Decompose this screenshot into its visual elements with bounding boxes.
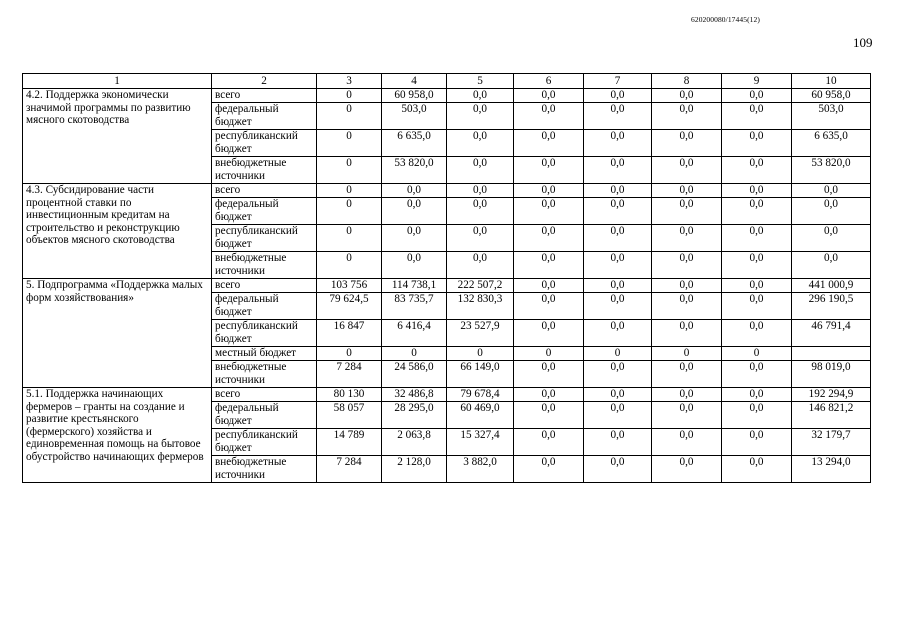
cell-value: 0,0 xyxy=(652,198,722,225)
cell-value: 0,0 xyxy=(652,456,722,483)
column-header: 2 xyxy=(212,74,317,89)
cell-value: 0,0 xyxy=(514,320,584,347)
cell-value: 0,0 xyxy=(722,320,792,347)
cell-value: 0,0 xyxy=(447,198,514,225)
cell-value: 0,0 xyxy=(447,157,514,184)
cell-value: 6 416,4 xyxy=(382,320,447,347)
cell-value: 79 678,4 xyxy=(447,388,514,402)
funding-source: внебюджетные источники xyxy=(212,157,317,184)
cell-value: 0,0 xyxy=(514,225,584,252)
cell-total: 60 958,0 xyxy=(792,89,871,103)
cell-value: 0,0 xyxy=(584,252,652,279)
cell-value: 0,0 xyxy=(514,293,584,320)
cell-value: 0,0 xyxy=(722,130,792,157)
cell-value: 0,0 xyxy=(584,184,652,198)
cell-value: 0,0 xyxy=(652,279,722,293)
cell-value: 58 057 xyxy=(317,402,382,429)
cell-value: 0,0 xyxy=(722,279,792,293)
funding-source: всего xyxy=(212,279,317,293)
cell-value: 0,0 xyxy=(447,89,514,103)
cell-value: 0,0 xyxy=(514,252,584,279)
table-row xyxy=(23,184,871,198)
column-header: 10 xyxy=(792,74,871,89)
cell-value: 83 735,7 xyxy=(382,293,447,320)
cell-value: 53 820,0 xyxy=(382,157,447,184)
funding-source: местный бюджет xyxy=(212,347,317,361)
cell-value: 0 xyxy=(514,347,584,361)
cell-total: 441 000,9 xyxy=(792,279,871,293)
column-header: 5 xyxy=(447,74,514,89)
cell-value: 0,0 xyxy=(584,388,652,402)
column-header: 1 xyxy=(23,74,212,89)
table-row xyxy=(23,388,871,402)
funding-source: федеральный бюджет xyxy=(212,293,317,320)
column-header: 9 xyxy=(722,74,792,89)
cell-value: 0,0 xyxy=(722,456,792,483)
header-row xyxy=(23,74,871,89)
cell-value: 0 xyxy=(447,347,514,361)
cell-value: 79 624,5 xyxy=(317,293,382,320)
cell-value: 0,0 xyxy=(447,184,514,198)
funding-source: внебюджетные источники xyxy=(212,361,317,388)
cell-value: 0,0 xyxy=(382,252,447,279)
cell-value: 0,0 xyxy=(652,293,722,320)
cell-value: 7 284 xyxy=(317,361,382,388)
cell-value: 7 284 xyxy=(317,456,382,483)
page-number: 109 xyxy=(853,35,873,50)
cell-total: 98 019,0 xyxy=(792,361,871,388)
cell-value: 103 756 xyxy=(317,279,382,293)
cell-value: 0,0 xyxy=(584,456,652,483)
cell-value: 0,0 xyxy=(584,429,652,456)
funding-source: республиканский бюджет xyxy=(212,320,317,347)
cell-value: 0,0 xyxy=(514,388,584,402)
cell-value: 2 128,0 xyxy=(382,456,447,483)
cell-total: 46 791,4 xyxy=(792,320,871,347)
program-name: 5.1. Поддержка начинающих фермеров – гранты на создание и развитие крестьянского (фермерского) хозяйства и единовременная помощь на бытовое обустройство начинающих фермеров xyxy=(23,388,212,483)
cell-value: 66 149,0 xyxy=(447,361,514,388)
cell-value: 24 586,0 xyxy=(382,361,447,388)
cell-value: 2 063,8 xyxy=(382,429,447,456)
cell-value: 0,0 xyxy=(652,252,722,279)
cell-value: 80 130 xyxy=(317,388,382,402)
cell-value: 0,0 xyxy=(722,429,792,456)
cell-value: 0,0 xyxy=(722,89,792,103)
column-header: 3 xyxy=(317,74,382,89)
cell-value: 0,0 xyxy=(514,429,584,456)
cell-value: 0,0 xyxy=(722,388,792,402)
cell-total: 503,0 xyxy=(792,103,871,130)
cell-value: 0,0 xyxy=(584,198,652,225)
cell-value: 32 486,8 xyxy=(382,388,447,402)
cell-value: 14 789 xyxy=(317,429,382,456)
cell-total: 0,0 xyxy=(792,225,871,252)
cell-value: 0,0 xyxy=(514,402,584,429)
column-header: 7 xyxy=(584,74,652,89)
cell-value: 0,0 xyxy=(514,184,584,198)
cell-total: 146 821,2 xyxy=(792,402,871,429)
funding-source: федеральный бюджет xyxy=(212,198,317,225)
cell-value: 0,0 xyxy=(584,279,652,293)
cell-value: 3 882,0 xyxy=(447,456,514,483)
funding-source: республиканский бюджет xyxy=(212,130,317,157)
funding-source: федеральный бюджет xyxy=(212,402,317,429)
cell-total: 53 820,0 xyxy=(792,157,871,184)
cell-value: 0 xyxy=(317,198,382,225)
funding-source: всего xyxy=(212,184,317,198)
program-name: 4.2. Поддержка экономически значимой программы по развитию мясного скотоводства xyxy=(23,89,212,184)
cell-value: 0,0 xyxy=(652,429,722,456)
cell-value: 15 327,4 xyxy=(447,429,514,456)
cell-value: 114 738,1 xyxy=(382,279,447,293)
cell-value: 0,0 xyxy=(382,225,447,252)
cell-value: 0 xyxy=(317,347,382,361)
cell-value: 0,0 xyxy=(722,157,792,184)
cell-value: 0 xyxy=(652,347,722,361)
funding-source: федеральный бюджет xyxy=(212,103,317,130)
document-code: 620200080/17445(12) xyxy=(691,15,760,24)
cell-value: 0,0 xyxy=(514,89,584,103)
column-header: 6 xyxy=(514,74,584,89)
cell-total xyxy=(792,347,871,361)
cell-value: 0,0 xyxy=(652,103,722,130)
cell-value: 0 xyxy=(317,130,382,157)
cell-value: 0,0 xyxy=(722,184,792,198)
cell-value: 0 xyxy=(382,347,447,361)
cell-value: 0 xyxy=(317,157,382,184)
cell-value: 0,0 xyxy=(652,388,722,402)
cell-value: 0 xyxy=(317,89,382,103)
cell-value: 0,0 xyxy=(584,225,652,252)
table-row xyxy=(23,89,871,103)
cell-value: 0,0 xyxy=(584,402,652,429)
cell-value: 222 507,2 xyxy=(447,279,514,293)
cell-value: 0,0 xyxy=(652,225,722,252)
cell-value: 0 xyxy=(317,252,382,279)
cell-total: 32 179,7 xyxy=(792,429,871,456)
cell-value: 0,0 xyxy=(722,198,792,225)
cell-value: 0 xyxy=(317,103,382,130)
cell-total: 0,0 xyxy=(792,198,871,225)
cell-value: 0,0 xyxy=(652,89,722,103)
cell-value: 0,0 xyxy=(514,456,584,483)
cell-total: 296 190,5 xyxy=(792,293,871,320)
cell-value: 0,0 xyxy=(447,103,514,130)
cell-value: 0,0 xyxy=(652,361,722,388)
cell-value: 0,0 xyxy=(584,89,652,103)
cell-value: 0,0 xyxy=(584,320,652,347)
cell-total: 6 635,0 xyxy=(792,130,871,157)
cell-value: 0,0 xyxy=(652,402,722,429)
cell-value: 0,0 xyxy=(447,130,514,157)
column-header: 8 xyxy=(652,74,722,89)
cell-value: 0,0 xyxy=(722,252,792,279)
cell-value: 0,0 xyxy=(722,103,792,130)
cell-value: 0,0 xyxy=(514,130,584,157)
cell-value: 0,0 xyxy=(514,157,584,184)
funding-source: республиканский бюджет xyxy=(212,225,317,252)
cell-value: 60 469,0 xyxy=(447,402,514,429)
cell-value: 0 xyxy=(584,347,652,361)
table-row xyxy=(23,279,871,293)
cell-value: 0,0 xyxy=(584,157,652,184)
cell-value: 60 958,0 xyxy=(382,89,447,103)
cell-value: 0,0 xyxy=(382,184,447,198)
cell-value: 0,0 xyxy=(722,225,792,252)
cell-total: 13 294,0 xyxy=(792,456,871,483)
budget-table xyxy=(22,73,871,483)
cell-value: 28 295,0 xyxy=(382,402,447,429)
cell-value: 0,0 xyxy=(584,130,652,157)
cell-value: 0,0 xyxy=(652,157,722,184)
funding-source: внебюджетные источники xyxy=(212,456,317,483)
column-header: 4 xyxy=(382,74,447,89)
cell-value: 0,0 xyxy=(584,293,652,320)
cell-value: 0,0 xyxy=(514,361,584,388)
cell-value: 0,0 xyxy=(514,198,584,225)
cell-value: 132 830,3 xyxy=(447,293,514,320)
cell-value: 0,0 xyxy=(722,361,792,388)
cell-value: 0,0 xyxy=(652,320,722,347)
cell-value: 0,0 xyxy=(382,198,447,225)
cell-value: 6 635,0 xyxy=(382,130,447,157)
funding-source: внебюджетные источники xyxy=(212,252,317,279)
cell-total: 0,0 xyxy=(792,184,871,198)
funding-source: республиканский бюджет xyxy=(212,429,317,456)
cell-value: 0,0 xyxy=(722,293,792,320)
cell-value: 0 xyxy=(317,184,382,198)
cell-value: 0,0 xyxy=(447,252,514,279)
program-name: 4.3. Субсидирование части процентной ставки по инвестиционным кредитам на строительство и реконструкцию объектов мясного скотоводства xyxy=(23,184,212,279)
cell-value: 0,0 xyxy=(652,130,722,157)
cell-value: 23 527,9 xyxy=(447,320,514,347)
cell-value: 0,0 xyxy=(514,279,584,293)
funding-source: всего xyxy=(212,388,317,402)
cell-value: 503,0 xyxy=(382,103,447,130)
cell-total: 192 294,9 xyxy=(792,388,871,402)
cell-value: 16 847 xyxy=(317,320,382,347)
cell-value: 0,0 xyxy=(447,225,514,252)
funding-source: всего xyxy=(212,89,317,103)
cell-value: 0,0 xyxy=(652,184,722,198)
cell-value: 0 xyxy=(722,347,792,361)
cell-value: 0,0 xyxy=(584,361,652,388)
cell-total: 0,0 xyxy=(792,252,871,279)
cell-value: 0 xyxy=(317,225,382,252)
cell-value: 0,0 xyxy=(722,402,792,429)
cell-value: 0,0 xyxy=(584,103,652,130)
cell-value: 0,0 xyxy=(514,103,584,130)
program-name: 5. Подпрограмма «Поддержка малых форм хозяйствования» xyxy=(23,279,212,388)
